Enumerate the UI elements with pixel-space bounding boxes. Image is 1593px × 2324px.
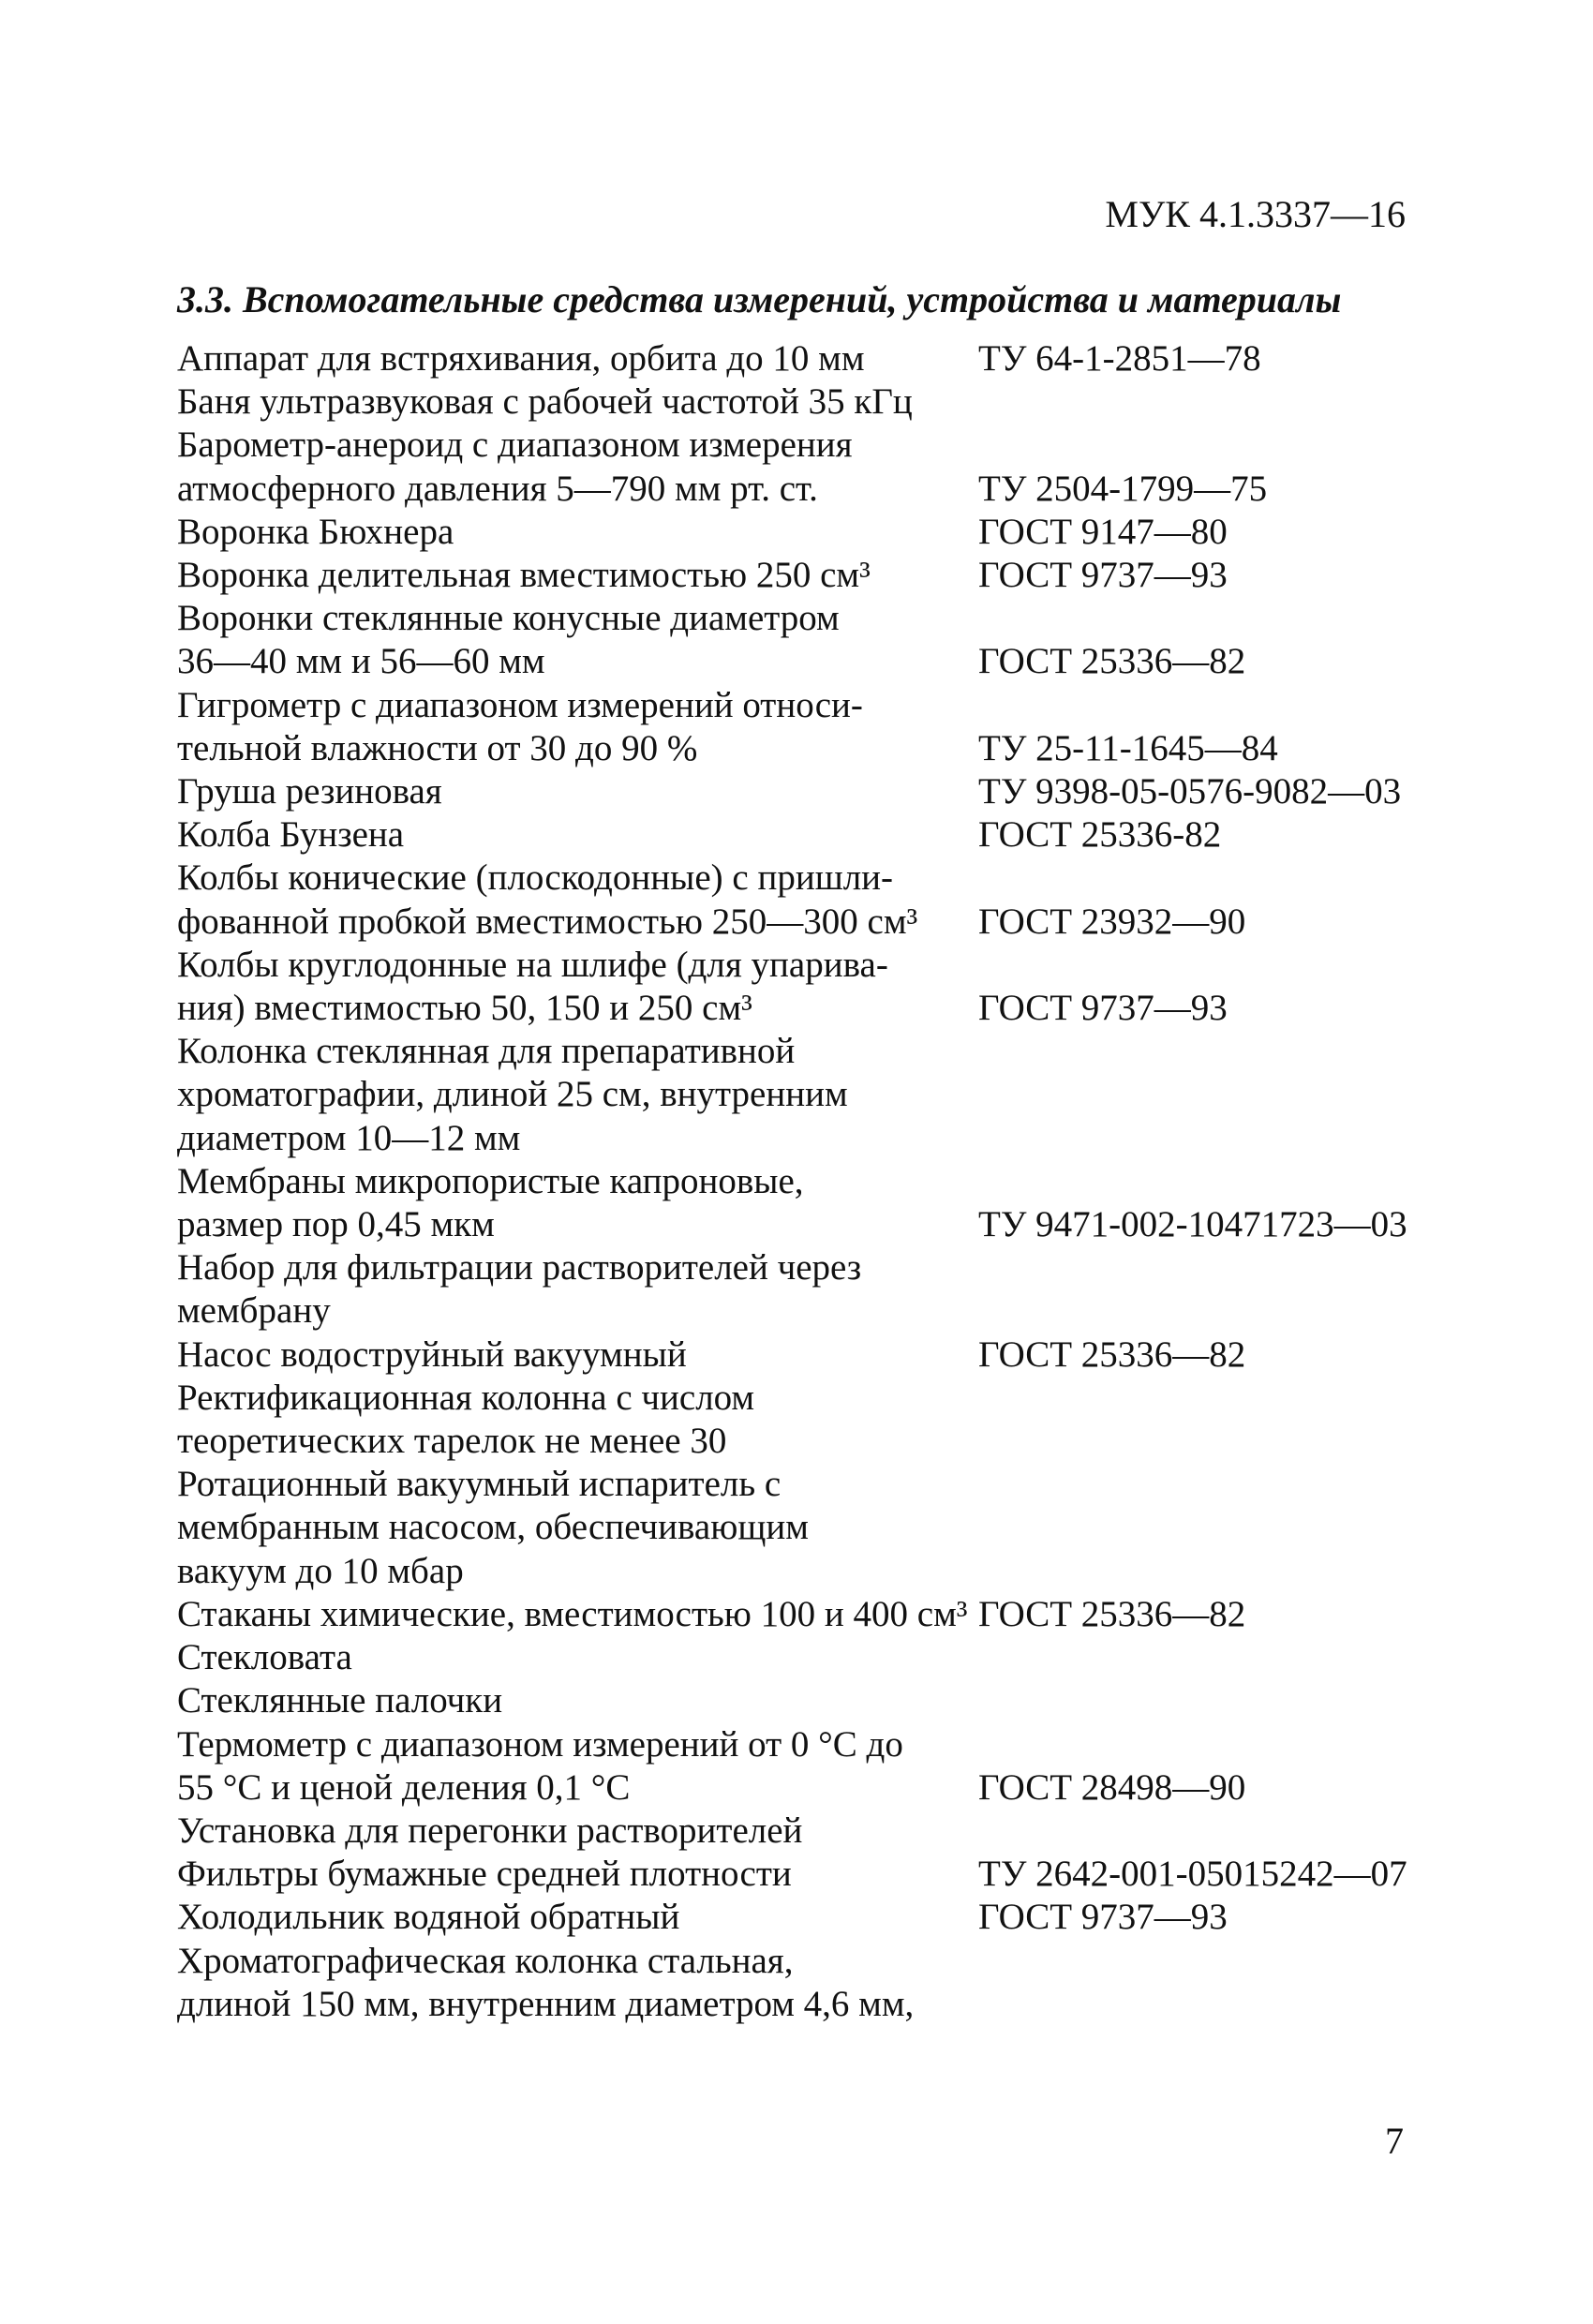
list-item xyxy=(177,770,1452,813)
item-name: Воронка делительная вместимостью 250 см³ xyxy=(177,555,871,596)
list-item xyxy=(177,1463,1452,1593)
item-name: Насос водоструйный вакуумный xyxy=(177,1333,687,1375)
list-item xyxy=(177,597,1452,683)
item-standard: ТУ 25-11-1645—84 xyxy=(978,727,1278,768)
item-name: Баня ультразвуковая с рабочей частотой 35 кГц xyxy=(177,381,913,423)
item-standard: ТУ 2504-1799—75 xyxy=(978,468,1268,509)
section-heading: 3.3. Вспомогательные средства измерений, устройства и материалы xyxy=(177,278,1342,320)
item-name: Стаканы химические, вместимостью 100 и 400 см³ xyxy=(177,1593,968,1634)
list-item xyxy=(177,424,1452,510)
item-standard: ГОСТ 9737—93 xyxy=(978,555,1228,596)
list-item xyxy=(177,1030,1452,1160)
item-name: Фильтры бумажные средней плотности xyxy=(177,1854,792,1895)
item-name: Воронки стеклянные конусные диаметром 36—40 мм и 56—60 мм xyxy=(177,598,840,682)
list-item xyxy=(177,1636,1452,1679)
item-name: Установка для перегонки растворителей xyxy=(177,1810,803,1851)
item-name: Ротационный вакуумный испаритель с мембранным насосом, обеспечивающим вакуум до 10 мбар xyxy=(177,1464,809,1591)
list-item xyxy=(177,1723,1452,1810)
item-standard: ГОСТ 25336—82 xyxy=(978,1593,1246,1634)
item-name: Холодильник водяной обратный xyxy=(177,1897,680,1938)
list-item xyxy=(177,1940,1452,2026)
list-item xyxy=(177,1593,1452,1636)
list-item xyxy=(177,1679,1452,1722)
equipment-list xyxy=(177,337,1452,2026)
list-item xyxy=(177,944,1452,1030)
item-name: Воронка Бюхнера xyxy=(177,511,454,552)
item-name: Барометр-анероид с диапазоном измерения атмосферного давления 5—790 мм рт. ст. xyxy=(177,425,853,509)
item-standard: ТУ 64-1-2851—78 xyxy=(978,338,1261,379)
list-item xyxy=(177,1377,1452,1463)
list-item xyxy=(177,1896,1452,1939)
item-name: Гигрометр с диапазоном измерений относи- тельной влажности от 30 до 90 % xyxy=(177,684,863,768)
item-standard: ГОСТ 25336—82 xyxy=(978,1333,1246,1375)
item-standard: ГОСТ 9737—93 xyxy=(978,1897,1228,1938)
document-code: МУК 4.1.3337—16 xyxy=(1105,193,1406,235)
list-item xyxy=(177,1333,1452,1377)
list-item xyxy=(177,1853,1452,1896)
item-standard: ТУ 9471-002-10471723—03 xyxy=(978,1204,1407,1245)
item-standard: ГОСТ 9737—93 xyxy=(978,988,1228,1029)
item-name: Колонка стеклянная для препаративной хроматографии, длиной 25 см, внутренним диаметром 10—12 мм xyxy=(177,1031,848,1158)
item-name: Колбы конические (плоскодонные) с пришли- фованной пробкой вместимостью 250—300 см³ xyxy=(177,857,918,942)
item-standard: ТУ 9398-05-0576-9082—03 xyxy=(978,771,1402,812)
page-number: 7 xyxy=(1385,2120,1404,2162)
item-standard: ГОСТ 25336-82 xyxy=(978,814,1222,856)
item-name: Термометр с диапазоном измерений от 0 °С до 55 °С и ценой деления 0,1 °С xyxy=(177,1723,903,1808)
list-item xyxy=(177,857,1452,943)
item-name: Стеклянные палочки xyxy=(177,1680,503,1721)
item-standard: ГОСТ 25336—82 xyxy=(978,641,1246,682)
list-item xyxy=(177,684,1452,770)
item-name: Аппарат для встряхивания, орбита до 10 мм xyxy=(177,338,865,379)
item-standard: ГОСТ 9147—80 xyxy=(978,511,1228,552)
list-item xyxy=(177,380,1452,424)
list-item xyxy=(177,337,1452,380)
list-item xyxy=(177,1246,1452,1333)
item-name: Ректификационная колонна с числом теоретических тарелок не менее 30 xyxy=(177,1377,755,1462)
item-name: Мембраны микропористые капроновые, размер пор 0,45 мкм xyxy=(177,1160,804,1245)
item-name: Груша резиновая xyxy=(177,771,442,812)
item-standard: ТУ 2642-001-05015242—07 xyxy=(978,1854,1407,1895)
item-standard: ГОСТ 28498—90 xyxy=(978,1766,1246,1808)
list-item xyxy=(177,1810,1452,1853)
item-name: Хроматографическая колонка стальная, длиной 150 мм, внутренним диаметром 4,6 мм, xyxy=(177,1940,915,2024)
list-item xyxy=(177,1160,1452,1246)
item-name: Набор для фильтрации растворителей через мембрану xyxy=(177,1247,862,1332)
item-name: Колба Бунзена xyxy=(177,814,405,856)
list-item xyxy=(177,511,1452,554)
item-name: Стекловата xyxy=(177,1637,352,1678)
item-name: Колбы круглодонные на шлифе (для упарива- ния) вместимостью 50, 150 и 250 см³ xyxy=(177,944,888,1029)
list-item xyxy=(177,813,1452,857)
list-item xyxy=(177,554,1452,597)
item-standard: ГОСТ 23932—90 xyxy=(978,901,1246,942)
